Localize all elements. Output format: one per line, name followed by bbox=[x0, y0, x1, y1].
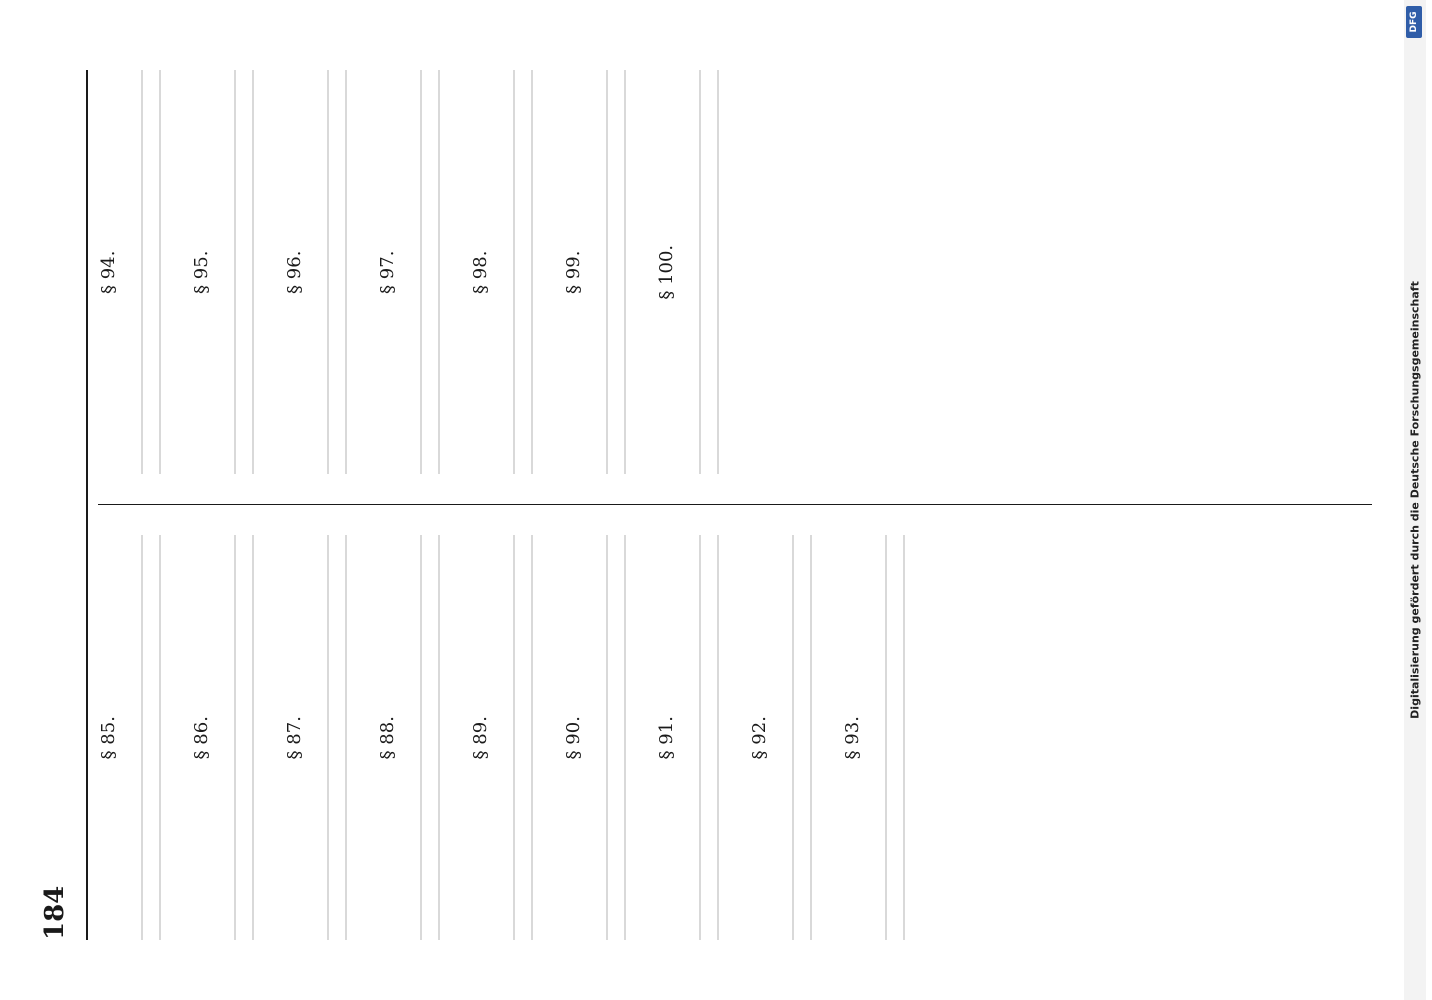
section-mark: § 92. bbox=[749, 716, 770, 760]
section-text bbox=[125, 536, 165, 941]
section-mark: § 91. bbox=[656, 716, 677, 760]
section-95 bbox=[191, 70, 258, 475]
section-93 bbox=[842, 536, 909, 941]
section-mark: § 89. bbox=[470, 716, 491, 760]
page-header bbox=[40, 70, 88, 940]
section-text bbox=[404, 70, 444, 475]
section-88 bbox=[377, 536, 444, 941]
section-text bbox=[683, 70, 723, 475]
section-text bbox=[590, 70, 630, 475]
section-91 bbox=[656, 536, 723, 941]
section-mark: § 94. bbox=[98, 250, 119, 294]
section-96 bbox=[284, 70, 351, 475]
section-mark: § 85. bbox=[98, 716, 119, 760]
section-text bbox=[497, 536, 537, 941]
digitization-credit bbox=[1404, 0, 1426, 1000]
section-94 bbox=[98, 70, 165, 475]
section-text bbox=[218, 70, 258, 475]
section-mark: § 87. bbox=[284, 716, 305, 760]
dfg-logo-label: DFG bbox=[1409, 11, 1419, 33]
section-text bbox=[125, 70, 165, 475]
section-85 bbox=[98, 536, 165, 941]
section-86 bbox=[191, 536, 258, 941]
section-97 bbox=[377, 70, 444, 475]
section-mark: § 93. bbox=[842, 716, 863, 760]
page-number: 184 bbox=[40, 885, 70, 940]
section-92 bbox=[749, 536, 816, 941]
section-text bbox=[218, 536, 258, 941]
section-89 bbox=[470, 536, 537, 941]
section-100 bbox=[656, 70, 723, 475]
section-text bbox=[311, 536, 351, 941]
credit-text: Digitalisierung gefördert durch die Deutsche Forschungsgemeinschaft bbox=[1408, 281, 1422, 719]
section-90 bbox=[563, 536, 630, 941]
section-mark: § 96. bbox=[284, 250, 305, 294]
section-mark: § 97. bbox=[377, 250, 398, 294]
section-text bbox=[404, 536, 444, 941]
section-mark: § 90. bbox=[563, 716, 584, 760]
section-text bbox=[311, 70, 351, 475]
section-98 bbox=[470, 70, 537, 475]
section-text bbox=[869, 536, 909, 941]
section-mark: § 100. bbox=[656, 244, 677, 300]
section-text bbox=[497, 70, 537, 475]
section-text bbox=[776, 536, 816, 941]
section-text bbox=[590, 536, 630, 941]
text-columns bbox=[98, 70, 1372, 940]
section-87 bbox=[284, 536, 351, 941]
dfg-logo bbox=[1406, 6, 1422, 38]
left-column bbox=[98, 536, 1372, 941]
section-mark: § 88. bbox=[377, 716, 398, 760]
section-mark: § 86. bbox=[191, 716, 212, 760]
section-mark: § 95. bbox=[191, 250, 212, 294]
column-divider bbox=[98, 505, 1372, 506]
section-mark: § 99. bbox=[563, 250, 584, 294]
right-column bbox=[98, 70, 1372, 475]
section-99 bbox=[563, 70, 630, 475]
section-mark: § 98. bbox=[470, 250, 491, 294]
section-text bbox=[683, 536, 723, 941]
